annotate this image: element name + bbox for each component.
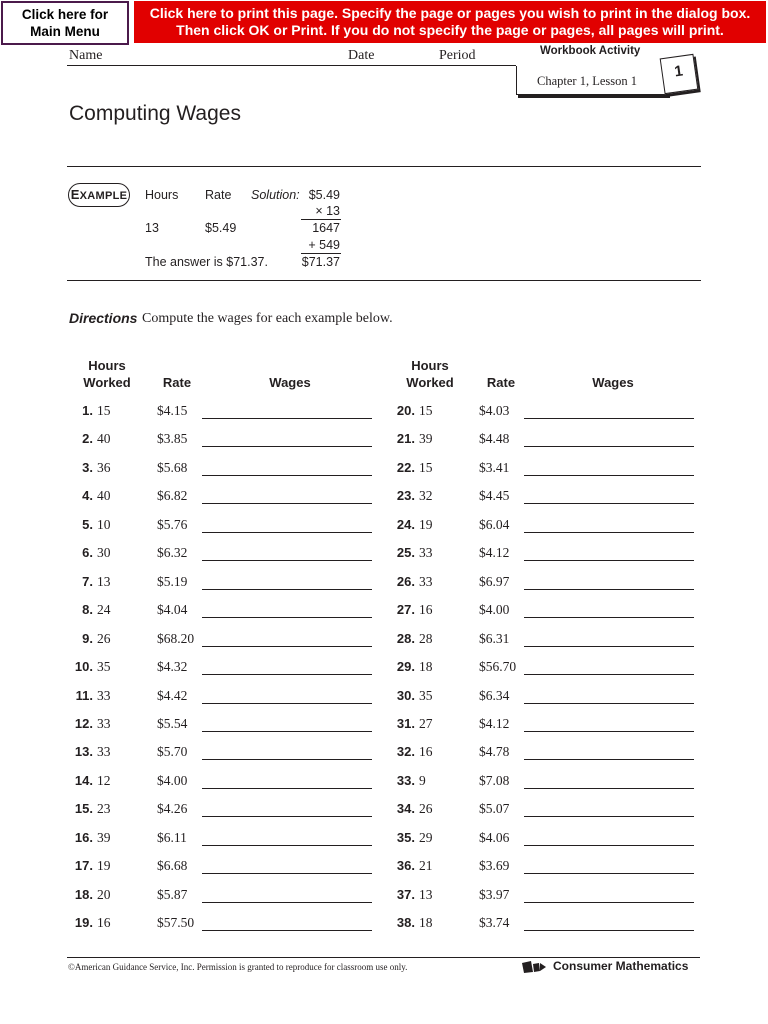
problem-hours: 26 <box>419 801 433 816</box>
problem-row <box>389 602 709 622</box>
problem-hours: 33 <box>97 688 111 703</box>
problem-number: 27. <box>396 602 415 617</box>
problem-number: 3. <box>82 460 93 475</box>
wages-answer-blank[interactable] <box>202 446 372 447</box>
problem-rate: $3.85 <box>157 431 188 446</box>
problem-number: 2. <box>82 431 93 446</box>
problem-rate: $4.03 <box>479 403 510 418</box>
problem-rate: $7.08 <box>479 773 510 788</box>
problem-rate: $6.82 <box>157 488 188 503</box>
main-menu-button[interactable] <box>1 1 129 45</box>
problem-row <box>67 517 387 537</box>
problem-rate: $6.68 <box>157 858 188 873</box>
problem-row <box>67 602 387 622</box>
wages-answer-blank[interactable] <box>524 930 694 931</box>
problem-row <box>389 830 709 850</box>
problem-row <box>389 545 709 565</box>
problem-row <box>389 431 709 451</box>
problem-number: 34. <box>396 801 415 816</box>
problem-rate: $4.48 <box>479 431 510 446</box>
wages-answer-blank[interactable] <box>524 617 694 618</box>
problem-hours: 21 <box>419 858 433 873</box>
activity-type: Workbook Activity <box>540 45 641 57</box>
problem-number: 13. <box>74 744 93 759</box>
problem-rate: $4.32 <box>157 659 188 674</box>
footer-rule <box>67 957 700 958</box>
name-label: Name <box>69 48 103 63</box>
example-work-rule1 <box>301 219 341 220</box>
problem-number: 7. <box>82 574 93 589</box>
period-label: Period <box>439 48 476 63</box>
hours-header-line1: Hours <box>411 358 449 373</box>
wages-answer-blank[interactable] <box>202 759 372 760</box>
problem-row <box>67 659 387 679</box>
print-notice-line2: Then click OK or Print. If you do not specify the page or pages, all pages will print. <box>176 22 724 38</box>
problem-rate: $5.54 <box>157 716 188 731</box>
wages-answer-blank[interactable] <box>202 873 372 874</box>
problem-hours: 30 <box>97 545 111 560</box>
problem-number: 21. <box>396 431 415 446</box>
problem-hours: 19 <box>419 517 433 532</box>
problem-rate: $6.11 <box>157 830 187 845</box>
wages-answer-blank[interactable] <box>202 646 372 647</box>
problem-rate: $4.42 <box>157 688 188 703</box>
example-hours-header: Hours <box>145 188 179 202</box>
wages-answer-blank[interactable] <box>524 845 694 846</box>
problem-hours: 35 <box>419 688 433 703</box>
problem-rate: $6.31 <box>479 631 510 646</box>
problem-row <box>67 830 387 850</box>
problem-rate: $3.41 <box>479 460 510 475</box>
problem-rate: $56.70 <box>479 659 517 674</box>
problem-number: 25. <box>396 545 415 560</box>
problem-hours: 24 <box>97 602 111 617</box>
problem-hours: 15 <box>97 403 111 418</box>
problem-rate: $5.07 <box>479 801 510 816</box>
example-work-partial2: + 549 <box>308 238 340 252</box>
wages-answer-blank[interactable] <box>202 731 372 732</box>
hours-header-line2: Worked <box>406 375 454 390</box>
problem-number: 35. <box>396 830 415 845</box>
problem-hours: 13 <box>419 887 433 902</box>
problem-rate: $5.87 <box>157 887 188 902</box>
problem-number: 22. <box>396 460 415 475</box>
problem-rate: $5.68 <box>157 460 188 475</box>
problem-rate: $4.12 <box>479 545 510 560</box>
problem-number: 11. <box>75 688 93 703</box>
problem-number: 33. <box>396 773 415 788</box>
example-top-rule <box>67 166 701 167</box>
problem-row <box>389 631 709 651</box>
problem-hours: 36 <box>97 460 111 475</box>
problem-rate: $5.70 <box>157 744 188 759</box>
problem-row <box>389 488 709 508</box>
wages-answer-blank[interactable] <box>202 674 372 675</box>
wages-answer-blank[interactable] <box>202 475 372 476</box>
problem-rate: $4.04 <box>157 602 188 617</box>
page-title: Computing Wages <box>69 102 241 125</box>
example-badge: EXAMPLE <box>68 183 130 207</box>
date-label: Date <box>348 48 375 63</box>
print-page-button[interactable] <box>134 1 766 43</box>
problem-row <box>67 488 387 508</box>
wages-answer-blank[interactable] <box>524 446 694 447</box>
problem-number: 26. <box>396 574 415 589</box>
problem-hours: 9 <box>419 773 426 788</box>
problem-number: 24. <box>396 517 415 532</box>
wages-answer-blank[interactable] <box>524 418 694 419</box>
wages-answer-blank[interactable] <box>202 902 372 903</box>
problem-hours: 19 <box>97 858 111 873</box>
wages-answer-blank[interactable] <box>524 788 694 789</box>
problem-row <box>67 631 387 651</box>
problem-row <box>67 716 387 736</box>
problem-hours: 33 <box>419 574 433 589</box>
wages-answer-blank[interactable] <box>202 703 372 704</box>
problem-number: 10. <box>74 659 93 674</box>
example-answer: The answer is $71.37. <box>145 255 268 269</box>
wages-answer-blank[interactable] <box>524 902 694 903</box>
problem-number: 1. <box>82 403 93 418</box>
main-menu-label-line2: Main Menu <box>30 24 100 39</box>
wages-answer-blank[interactable] <box>202 418 372 419</box>
problem-row <box>389 716 709 736</box>
problem-number: 15. <box>74 801 93 816</box>
book-title: Consumer Mathematics <box>553 959 689 973</box>
problem-rate: $57.50 <box>157 915 195 930</box>
wages-answer-blank[interactable] <box>524 560 694 561</box>
problem-number: 18. <box>74 887 93 902</box>
problem-rate: $5.76 <box>157 517 188 532</box>
problem-number: 9. <box>82 631 93 646</box>
wages-answer-blank[interactable] <box>524 731 694 732</box>
problem-number: 4. <box>82 488 93 503</box>
problem-row <box>67 403 387 423</box>
wages-answer-blank[interactable] <box>202 845 372 846</box>
problem-rate: $68.20 <box>157 631 195 646</box>
problem-hours: 15 <box>419 403 433 418</box>
example-work-total: $71.37 <box>301 255 340 269</box>
problem-row <box>67 773 387 793</box>
right-rate-header: Rate <box>486 375 516 390</box>
problem-rate: $3.74 <box>479 915 510 930</box>
problem-row <box>67 688 387 708</box>
problem-row <box>389 574 709 594</box>
wages-answer-blank[interactable] <box>524 703 694 704</box>
wages-answer-blank[interactable] <box>524 873 694 874</box>
problem-rate: $6.32 <box>157 545 188 560</box>
left-wages-header: Wages <box>269 375 311 390</box>
problem-hours: 15 <box>419 460 433 475</box>
problem-rate: $4.00 <box>479 602 510 617</box>
problem-number: 37. <box>396 887 415 902</box>
hours-header-line1: Hours <box>88 358 126 373</box>
problem-number: 20. <box>396 403 415 418</box>
wages-answer-blank[interactable] <box>202 589 372 590</box>
problem-number: 6. <box>82 545 93 560</box>
problem-row <box>67 887 387 907</box>
problem-number: 23. <box>396 488 415 503</box>
problem-hours: 16 <box>419 602 433 617</box>
book-logo-icon <box>521 960 547 974</box>
problem-row <box>389 858 709 878</box>
problem-hours: 32 <box>419 488 433 503</box>
problem-row <box>67 744 387 764</box>
problem-hours: 39 <box>97 830 111 845</box>
problem-row <box>389 915 709 935</box>
problem-row <box>389 517 709 537</box>
problem-hours: 20 <box>97 887 111 902</box>
problem-row <box>389 744 709 764</box>
right-wages-header: Wages <box>592 375 634 390</box>
problem-number: 38. <box>396 915 415 930</box>
example-rate-header: Rate <box>205 188 232 202</box>
problem-row <box>389 659 709 679</box>
problem-number: 12. <box>74 716 93 731</box>
problem-hours: 16 <box>97 915 111 930</box>
main-menu-label-line1: Click here for <box>21 7 109 22</box>
problem-number: 5. <box>82 517 93 532</box>
problem-row <box>389 801 709 821</box>
problem-rate: $6.04 <box>479 517 510 532</box>
problem-rate: $5.19 <box>157 574 188 589</box>
example-work-partial1: 1647 <box>312 221 340 235</box>
problem-hours: 27 <box>419 716 433 731</box>
problem-row <box>67 915 387 935</box>
problem-rate: $4.26 <box>157 801 188 816</box>
wages-answer-blank[interactable] <box>524 816 694 817</box>
wages-answer-blank[interactable] <box>202 816 372 817</box>
example-work-rule2 <box>301 253 341 254</box>
problem-rate: $4.06 <box>479 830 510 845</box>
wages-answer-blank[interactable] <box>524 674 694 675</box>
problem-rate: $4.12 <box>479 716 510 731</box>
problem-number: 16. <box>74 830 93 845</box>
problem-number: 30. <box>396 688 415 703</box>
example-work-multiplier: × 13 <box>315 204 340 218</box>
wages-answer-blank[interactable] <box>524 646 694 647</box>
left-rate-header: Rate <box>162 375 192 390</box>
problem-hours: 29 <box>419 830 433 845</box>
problem-hours: 33 <box>419 545 433 560</box>
wages-answer-blank[interactable] <box>524 589 694 590</box>
problem-rate: $4.15 <box>157 403 188 418</box>
problem-rate: $4.78 <box>479 744 510 759</box>
problem-hours: 16 <box>419 744 433 759</box>
problem-number: 17. <box>74 858 93 873</box>
problem-row <box>67 801 387 821</box>
name-line <box>67 65 516 66</box>
wages-answer-blank[interactable] <box>524 475 694 476</box>
problem-row <box>67 460 387 480</box>
print-notice-line1: Click here to print this page. Specify the page or pages you wish to print in the dialog box. <box>149 5 751 21</box>
problem-row <box>67 574 387 594</box>
copyright-notice: ©American Guidance Service, Inc. Permission is granted to reproduce for classroom use only. <box>68 962 408 972</box>
problem-rate: $3.97 <box>479 887 510 902</box>
example-work-multiplicand: $5.49 <box>308 188 340 202</box>
wages-answer-blank[interactable] <box>524 503 694 504</box>
wages-answer-blank[interactable] <box>202 788 372 789</box>
wages-answer-blank[interactable] <box>524 532 694 533</box>
problem-hours: 40 <box>97 488 111 503</box>
example-rate: $5.49 <box>205 221 237 235</box>
problem-hours: 33 <box>97 744 111 759</box>
wages-answer-blank[interactable] <box>202 503 372 504</box>
directions-label: Directions <box>69 310 138 326</box>
problem-hours: 23 <box>97 801 111 816</box>
problem-hours: 33 <box>97 716 111 731</box>
problem-rate: $6.34 <box>479 688 510 703</box>
left-hours-header <box>75 357 139 391</box>
problem-hours: 35 <box>97 659 111 674</box>
problem-row <box>389 773 709 793</box>
wages-answer-blank[interactable] <box>202 560 372 561</box>
hours-header-line2: Worked <box>83 375 131 390</box>
directions-text: Compute the wages for each example below. <box>142 311 393 326</box>
problem-number: 32. <box>396 744 415 759</box>
example-solution-label: Solution: <box>251 188 300 202</box>
problem-number: 28. <box>396 631 415 646</box>
wages-answer-blank[interactable] <box>202 532 372 533</box>
problem-hours: 18 <box>419 915 433 930</box>
example-hours: 13 <box>145 221 159 235</box>
problem-number: 29. <box>396 659 415 674</box>
activity-number-tag: 1 <box>660 54 699 94</box>
problem-hours: 10 <box>97 517 111 532</box>
problem-row <box>389 460 709 480</box>
problem-row <box>389 688 709 708</box>
problem-rate: $6.97 <box>479 574 510 589</box>
problem-hours: 28 <box>419 631 433 646</box>
problem-hours: 40 <box>97 431 111 446</box>
problem-number: 14. <box>74 773 93 788</box>
right-hours-header <box>398 357 462 391</box>
problem-hours: 12 <box>97 773 111 788</box>
problem-rate: $4.00 <box>157 773 188 788</box>
problem-rate: $3.69 <box>479 858 510 873</box>
problem-row <box>67 431 387 451</box>
problem-rate: $4.45 <box>479 488 510 503</box>
problem-number: 31. <box>396 716 415 731</box>
problem-hours: 26 <box>97 631 111 646</box>
problem-row <box>389 403 709 423</box>
problem-row <box>67 858 387 878</box>
problem-number: 8. <box>82 602 93 617</box>
wages-answer-blank[interactable] <box>202 617 372 618</box>
lesson-label: Chapter 1, Lesson 1 <box>537 74 637 88</box>
problem-number: 36. <box>396 858 415 873</box>
example-bottom-rule <box>67 280 701 281</box>
problem-hours: 39 <box>419 431 433 446</box>
problem-row <box>389 887 709 907</box>
problem-hours: 13 <box>97 574 111 589</box>
problem-number: 19. <box>74 915 93 930</box>
wages-answer-blank[interactable] <box>202 930 372 931</box>
problem-row <box>67 545 387 565</box>
problem-hours: 18 <box>419 659 433 674</box>
wages-answer-blank[interactable] <box>524 759 694 760</box>
